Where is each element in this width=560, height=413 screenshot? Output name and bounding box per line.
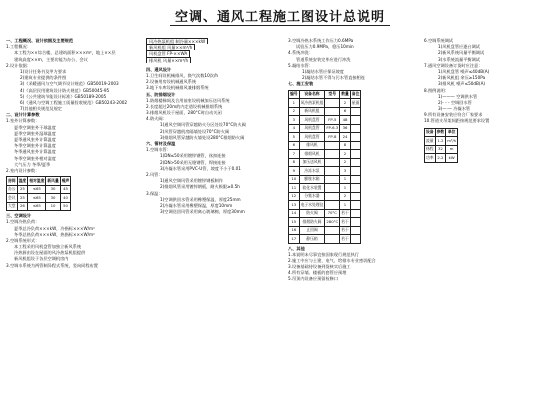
table-cell (350, 107, 361, 116)
table-cell: 8 (340, 141, 351, 150)
table-cell (350, 124, 361, 133)
table-cell: 45 (60, 185, 71, 194)
section-heading: 七、施工安装 (288, 81, 314, 87)
table-cell: 风机盘管 (299, 133, 325, 142)
table-header-cell: 温度 (17, 177, 28, 186)
table-row (7, 202, 71, 211)
equipment-label-box: 新风机组 风量××m³/h (146, 44, 195, 50)
table-cell: 1 (289, 99, 300, 108)
table-cell: 16 (289, 226, 300, 235)
text-line: 1)空调供回水管采用橡塑保温，厚度25mm (160, 196, 241, 202)
table-header-cell: 噪声 (60, 177, 71, 186)
table-cell: FP-6.3 (325, 124, 340, 133)
text-line: 新风机组设于各层空调机房内 (14, 256, 69, 262)
table-cell: 2.2 (435, 154, 446, 163)
text-line: 管道系统安装完毕应进行冲洗 (296, 56, 351, 62)
table-cell: 12 (289, 192, 300, 201)
table-cell: 6 (340, 107, 351, 116)
text-line: 1)风机盘管应逐台调试 (438, 44, 480, 50)
table-cell (325, 175, 340, 184)
table-cell (350, 192, 361, 201)
table-cell (350, 226, 361, 235)
text-line: 1.空调冷热负荷： (6, 219, 40, 225)
table-cell: 防火阀 (299, 209, 325, 218)
table-header-cell: 房间 (7, 177, 18, 186)
table-cell (350, 184, 361, 193)
table-cell: 40 (60, 194, 71, 203)
text-line: 1.防烟楼梯间及合用前室设机械加压送风系统 (146, 97, 230, 103)
table-cell (350, 218, 361, 227)
table-cell: 办公 (7, 185, 18, 194)
text-line: 冬季空调室外计算温度 (14, 143, 56, 149)
table-cell: 7 (289, 150, 300, 159)
table-cell (325, 150, 340, 159)
text-line: 四、通风设计 (146, 66, 172, 72)
table-cell (350, 209, 361, 218)
text-line: 一、工程概况、设计依据及主要规范 (6, 38, 74, 43)
table-row (289, 218, 361, 227)
table-cell: 膨胀水箱 (299, 175, 325, 184)
table-cell: 26 (17, 202, 28, 211)
table-cell: m³/h (446, 137, 458, 146)
text-line: 1.室外计算参数： (6, 118, 40, 124)
text-line: 4.所有穿墙、楼板的套管应预埋 (288, 270, 347, 276)
table-cell: 70°C (325, 209, 340, 218)
table-row (289, 175, 361, 184)
text-line: 5)《公共建筑节能设计标准》GB50189-2005 (20, 93, 107, 99)
table-cell: ≤65 (28, 185, 46, 194)
text-line: 冬季通风室外计算温度 (14, 149, 56, 155)
table-row (289, 226, 361, 235)
table-header-cell: 单位 (446, 128, 458, 137)
table-cell: 36 (340, 124, 351, 133)
table-cell (325, 167, 340, 176)
text-line: 2)排烟风管采用镀锌钢板，耐火极限≥0.5h (160, 184, 240, 190)
table-cell (350, 158, 361, 167)
table-cell (325, 201, 340, 210)
table-cell: 25 (17, 185, 28, 194)
table-cell: 5 (289, 133, 300, 142)
table-cell: 流量 (425, 137, 436, 146)
table-cell: 冷冻水泵 (299, 167, 325, 176)
text-line: 本工程采用风机盘管加独立新风系统 (14, 244, 82, 250)
text-line: 1)DN≤50采用镀锌钢管，丝扣连接 (160, 153, 226, 159)
text-line: 2)- - - 空调回水管 (438, 99, 472, 105)
page-title: 空调、通风工程施工图设计总说明 (170, 6, 390, 26)
table-cell: ≤65 (28, 202, 46, 211)
table-cell: 8 (289, 158, 300, 167)
table-cell: 15 (289, 218, 300, 227)
text-line: 1.本说明未尽事宜按国家现行规范执行 (288, 251, 359, 257)
table-cell: 1 (340, 175, 351, 184)
table-cell: 加压送风机 (299, 158, 325, 167)
table-cell: 2 (340, 192, 351, 201)
table-cell: 风机盘管 (299, 116, 325, 125)
text-line: 冷热源由设在屋面的风冷热泵机组提供 (14, 250, 86, 256)
text-line: 二、设计计算参数 (6, 112, 40, 118)
table-cell: 24 (340, 133, 351, 142)
table-cell: 1 (340, 184, 351, 193)
table-cell (325, 158, 340, 167)
text-line: 2.室内设计参数： (6, 167, 40, 173)
table-row (289, 184, 361, 193)
table-row (289, 107, 361, 116)
table-cell (350, 175, 361, 184)
table-cell: 25 (17, 194, 28, 203)
table-cell: 48 (340, 116, 351, 125)
table-cell: 排风机 (299, 141, 325, 150)
equipment-label-box: 风冷热泵机组 制冷量×××kW (146, 38, 208, 44)
table-row (289, 209, 361, 218)
table-cell: 280°C (325, 218, 340, 227)
text-line: 3)水系统流量平衡调试 (438, 56, 480, 62)
text-line: 夏季空调室外干球温度 (14, 124, 56, 130)
text-line: 2.长度超过20m的内走道设机械排烟系统 (146, 103, 223, 109)
table-cell (350, 116, 361, 125)
table-header-cell: 新风量 (46, 177, 60, 186)
text-line: 夏季空调室外湿球温度 (14, 130, 56, 136)
text-line: 4.防火阀： (146, 116, 167, 122)
table-cell: 30 (46, 194, 60, 203)
table-cell: 排烟防火阀 (299, 218, 325, 227)
table-cell: 11 (289, 184, 300, 193)
text-line: 冬季总热负荷×××kW，热指标×××W/m² (14, 231, 95, 237)
text-line: 2.设备用房设机械通风系统 (146, 79, 197, 85)
table-row (289, 235, 361, 244)
text-line: 六、管材及保温 (146, 141, 176, 146)
table-cell: 10 (46, 202, 60, 211)
table-cell: 32 (435, 145, 446, 154)
table-cell: m (446, 145, 458, 154)
table-cell: 屋面 (350, 99, 361, 108)
table-cell: kW (446, 154, 458, 163)
column-4 (424, 38, 554, 166)
table-cell (325, 99, 340, 108)
text-line: 3.空调冷热水系统工作压力0.6MPa (288, 38, 354, 43)
table-row (289, 133, 361, 142)
text-line: 3.设备基础待设备到货核实后施工 (288, 264, 351, 270)
text-line: 1)通风空调风管穿越防火分区处设70°C防火阀 (160, 122, 246, 128)
text-line: 2)凝结水管不得与污水管直接相连 (302, 75, 365, 81)
text-line: 5.凝结水管： (288, 62, 313, 68)
table-cell (325, 107, 340, 116)
table-cell: 3 (340, 167, 351, 176)
table-header-cell: 型号 (325, 90, 340, 99)
text-line: 大气压力 冬季/夏季 (14, 161, 51, 167)
table-row (7, 194, 71, 203)
text-line: 1.工程概况： (6, 44, 31, 50)
text-line: 2)风管穿越机房隔墙处设70°C防火阀 (160, 128, 230, 134)
text-line: 冬季空调室外相对湿度 (14, 155, 56, 161)
column-2 (146, 38, 281, 215)
text-line: 4.系统冲洗： (288, 50, 313, 56)
text-line: 三、空调设计 (6, 213, 32, 219)
text-line: 本工程为××综合楼，总建筑面积×××m²，地上××层 (14, 50, 116, 56)
text-line: 3.保温： (146, 190, 163, 196)
table-row (289, 116, 361, 125)
text-line: 2)新风系统风量平衡调试 (438, 50, 485, 56)
text-line: 3.空调水系统为两管制异程式系统，竖向同程布置 (6, 262, 98, 268)
column-3 (288, 38, 418, 283)
text-line: 2.施工中应与土建、电气、给排水专业密切配合 (288, 257, 376, 263)
table-cell: 功率 (425, 154, 436, 163)
table-cell: 2 (340, 158, 351, 167)
text-line: 1)——— 空调供水管 (438, 93, 478, 99)
table-cell (350, 133, 361, 142)
table-cell: 4 (289, 124, 300, 133)
text-line: 1)风机盘管 噪声≤40dB(A) (438, 68, 490, 74)
text-line: 3)排风机 噪声≤50dB(A) (438, 81, 486, 87)
table-row (289, 124, 361, 133)
text-line: 3.排烟风机设于屋面，280°C时自动关闭 (146, 110, 222, 116)
text-line: 10.管道支吊架间距按规范要求设置 (424, 118, 490, 124)
table-cell (325, 226, 340, 235)
table-row (425, 154, 458, 163)
equipment-label-box: 风机盘管 FP-××WA (146, 50, 190, 56)
text-line: 3)—·— 冷凝水管 (438, 106, 471, 112)
table-cell: 排烟风机 (299, 150, 325, 159)
text-line: 6.空调系统调试 (424, 38, 454, 43)
table-cell: 30 (46, 185, 60, 194)
table-cell: 1 (340, 201, 351, 210)
table-row (425, 137, 458, 146)
table-cell: 静压箱 (299, 235, 325, 244)
text-line: 3.地下车库设机械排风兼排烟系统 (146, 85, 209, 91)
text-line: 4)《高层民用建筑设计防火规范》GB50045-95 (20, 87, 110, 93)
table-cell: 若干 (340, 209, 351, 218)
text-line: 夏季总冷负荷×××kW，冷指标×××W/m² (14, 225, 95, 231)
text-line: 5.吊顶内设备应预留检修口 (288, 276, 339, 282)
text-line: 2)新风机组 余压≥150Pa (438, 75, 486, 81)
table-cell (350, 150, 361, 159)
text-line: 3)排烟风管穿越防火墙处设280°C排烟防火阀 (160, 134, 245, 140)
table-row (289, 201, 361, 210)
table-cell: 风机盘管 (299, 124, 325, 133)
text-line: 2)建筑专业提供的条件图 (20, 75, 67, 81)
table-cell: 若干 (340, 235, 351, 244)
table-cell: 2 (289, 107, 300, 116)
table-cell: 软化水装置 (299, 184, 325, 193)
text-line: 建筑高度××m，主要功能为办公、会议 (14, 56, 88, 62)
text-line: 五、防排烟设计 (146, 91, 176, 97)
table-cell: 13 (289, 201, 300, 210)
table-header-cell: 编号 (289, 90, 300, 99)
table-cell: 电子水处理仪 (299, 201, 325, 210)
table-cell: 大堂 (7, 202, 18, 211)
text-line: 2)DN>50采用无缝钢管，焊接连接 (160, 159, 226, 165)
text-line: 2.设计依据： (6, 62, 31, 68)
table-row (7, 185, 71, 194)
table-cell: 分集水器 (299, 192, 325, 201)
text-line: 3)冷凝水管采用PVC-U管，坡度不小于0.01 (160, 165, 241, 171)
text-line: 1)凝结水管应保证坡度 (302, 68, 344, 74)
text-line: 3)《采暖通风与空气调节设计规范》GB50019-2003 (20, 81, 119, 87)
text-line: 2.风管： (146, 171, 163, 177)
text-line: 3)空调送回风管采用离心玻璃棉，厚度30mm (160, 209, 245, 215)
table-row (425, 145, 458, 154)
text-line: 1)设计任务书及甲方要求 (20, 68, 67, 74)
table-row (289, 167, 361, 176)
table-cell: 10 (289, 175, 300, 184)
text-line: 7.通风空调设备订货时应注意： (424, 62, 483, 68)
text-line: 1.空调水管： (146, 147, 171, 153)
table-cell: 9 (289, 167, 300, 176)
table-cell: 止回阀 (299, 226, 325, 235)
table-header-cell: 设备名称 (299, 90, 325, 99)
table-cell: 若干 (340, 226, 351, 235)
table-cell: 14 (289, 209, 300, 218)
table-cell: 2 (340, 99, 351, 108)
column-1 (6, 38, 141, 269)
table-cell (325, 141, 340, 150)
table-header-cell: 相对湿度 (28, 177, 46, 186)
table-cell: ≤65 (28, 194, 46, 203)
table-cell: 会议 (7, 194, 18, 203)
table-header-cell: 参数 (435, 128, 446, 137)
text-line: 1)通风空调风管采用镀锌钢板制作 (160, 178, 223, 184)
table-cell: 2 (340, 150, 351, 159)
table-cell (325, 235, 340, 244)
table-cell: 1.2 (435, 137, 446, 146)
text-line: 2.空调系统形式： (6, 237, 40, 243)
table-cell (350, 201, 361, 210)
table-row (289, 141, 361, 150)
table-row (289, 192, 361, 201)
table-cell (350, 141, 361, 150)
pump-params-table (424, 128, 458, 163)
table-cell: 风冷热泵机组 (299, 99, 325, 108)
equipment-label-box: 排风机 风量××m³/h (146, 57, 191, 63)
table-header-cell: 备注 (350, 90, 361, 99)
table-cell: 扬程 (425, 145, 436, 154)
equipment-table (288, 90, 361, 244)
text-line: 八、其他 (288, 245, 305, 251)
text-line: 试验压力0.9MPa，稳压10min (296, 44, 354, 50)
text-line: 1.卫生间设机械排风，换气次数10次/h (146, 72, 219, 78)
text-line: 8.图例说明： (424, 87, 449, 93)
text-line: 6)《通风与空调工程施工质量验收规范》GB50243-2002 (20, 99, 128, 105)
table-row (289, 99, 361, 108)
table-row (289, 150, 361, 159)
table-cell: FP-5 (325, 116, 340, 125)
table-cell: 3 (289, 116, 300, 125)
table-cell (350, 235, 361, 244)
table-cell: 新风机组 (299, 107, 325, 116)
table-cell: 6 (289, 141, 300, 150)
table-cell (325, 192, 340, 201)
text-line: 7)其他相关规范及规定 (20, 106, 62, 112)
table-cell: 若干 (340, 218, 351, 227)
table-cell (350, 167, 361, 176)
table-row (289, 158, 361, 167)
text-line: 9.所有设备安装应符合厂家要求 (424, 112, 483, 118)
table-cell: 17 (289, 235, 300, 244)
table-cell (325, 184, 340, 193)
text-line: 夏季通风室外计算温度 (14, 137, 56, 142)
text-line: 2)冷凝水管采用橡塑保温，厚度10mm (160, 202, 233, 208)
table-header-cell: 数量 (340, 90, 351, 99)
table-cell: 50 (60, 202, 71, 211)
indoor-params-table (6, 176, 71, 211)
table-header-cell: 设备 (425, 128, 436, 137)
table-cell: FP-8 (325, 133, 340, 142)
